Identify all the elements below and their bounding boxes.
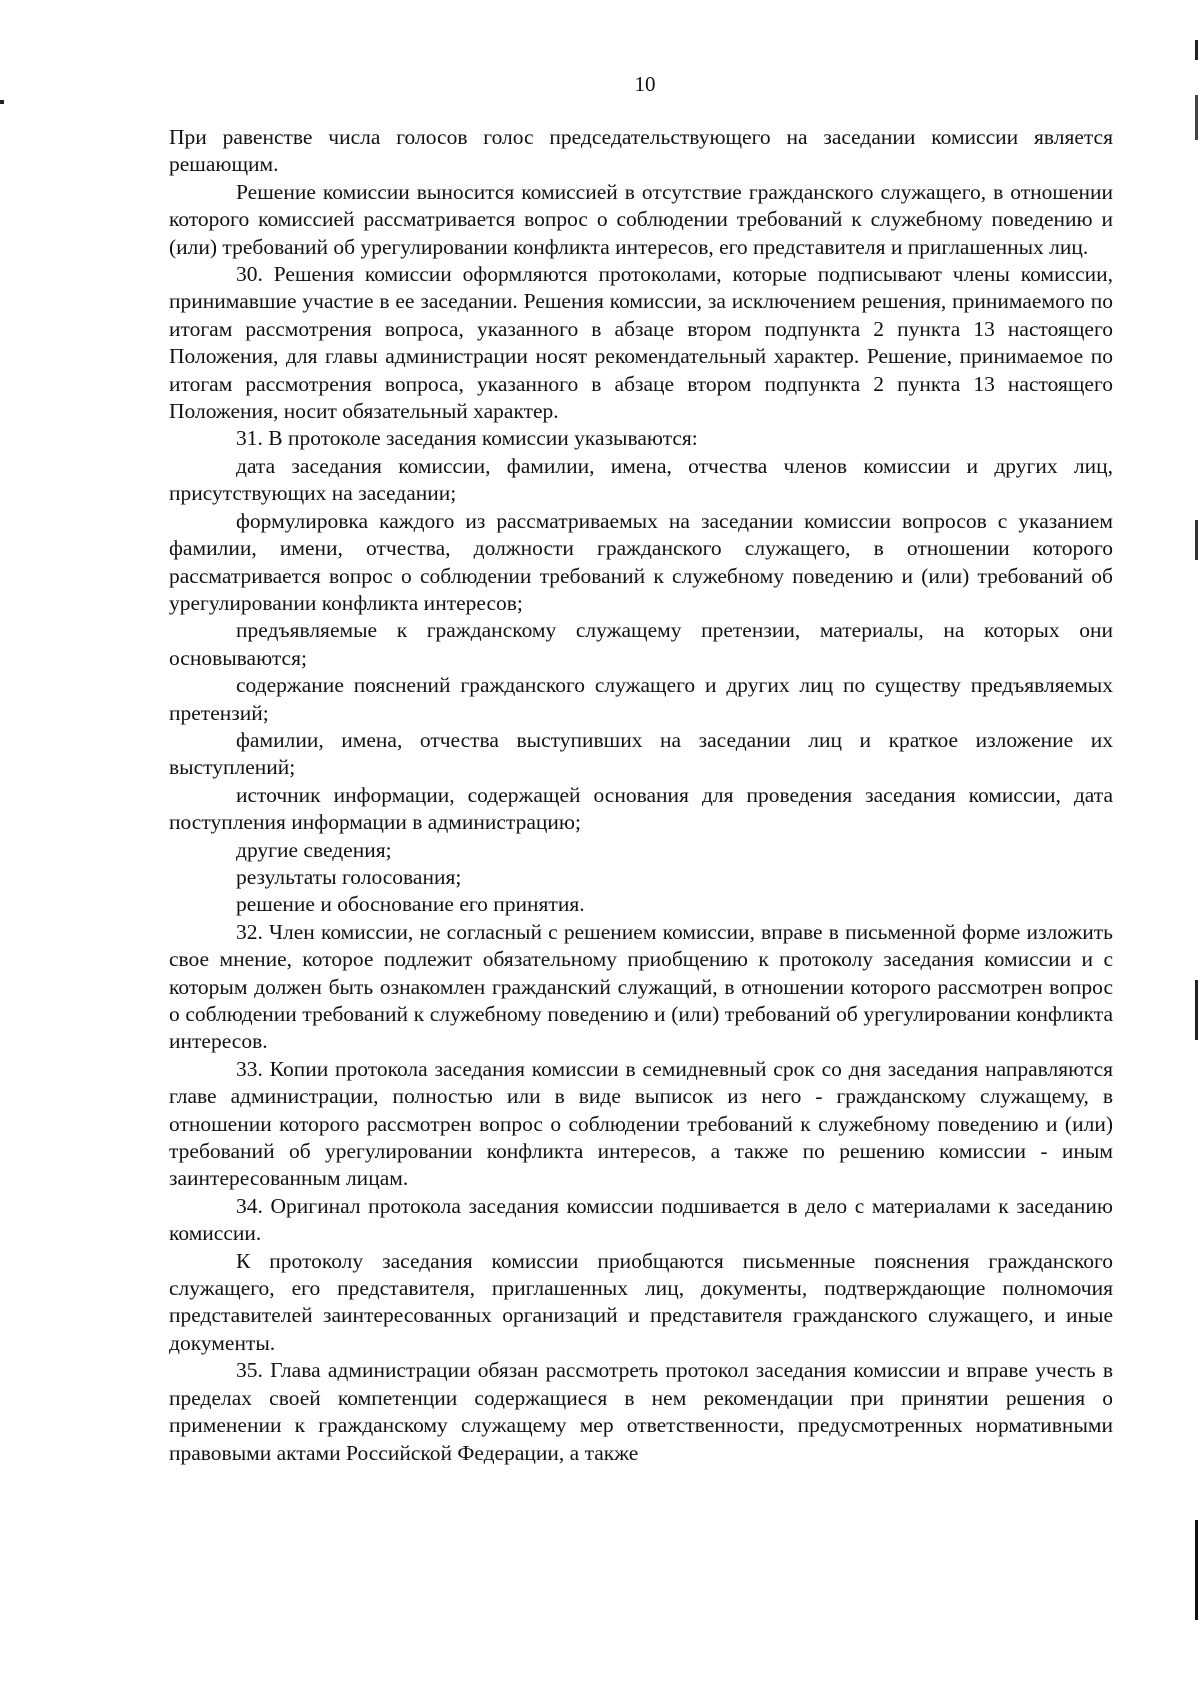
list-item-date: дата заседания комиссии, фамилии, имена, отчества членов комиссии и других лиц, присутствующих на заседании; [169, 453, 1113, 506]
document-body [169, 124, 1113, 1467]
list-item-source: источник информации, содержащей основания для проведения заседания комиссии, дата поступления информации в администрацию; [169, 782, 1113, 835]
list-item-voting: результаты голосования; [236, 864, 462, 889]
page-number: 10 [634, 72, 656, 96]
list-item-decision: решение и обоснование его принятия. [236, 892, 585, 917]
paragraph-item-30: 30. Решения комиссии оформляются протоколами, которые подписывают члены комиссии, принимавшие участие в ее заседании. Решения комиссии, за исключением решения, принимаемого по итогам рассмотрения вопроса, указанного в абзаце втором подпункта 2 пункта 13 настоящего Положения, для главы администрации носят рекомендательный характер. Решение, принимаемое по итогам рассмотрения вопроса, указанного в абзаце втором подпункта 2 пункта 13 настоящего Положения, носит обязательный характер. [169, 262, 1113, 424]
paragraph-vote-tie: При равенстве числа голосов голос председательствующего на заседании комиссии является решающим. [169, 125, 1113, 177]
paragraph-attachments: К протоколу заседания комиссии приобщаются письменные пояснения гражданского служащего, его представителя, приглашенных лиц, документы, подтверждающие полномочия представителей заинтересованных организаций и представителя гражданского служащего, и иные документы. [169, 1248, 1113, 1355]
list-item-other: другие сведения; [236, 837, 392, 862]
list-item-wording: формулировка каждого из рассматриваемых на заседании комиссии вопросов с указанием фамилии, имени, отчества, должности гражданского служащего, в отношении которого рассматривается вопрос о соблюдении требований к служебному поведению и (или) требований об урегулировании конфликта интересов; [169, 508, 1113, 615]
paragraph-item-33: 33. Копии протокола заседания комиссии в семидневный срок со дня заседания направляются главе администрации, полностью или в виде выписок из него - гражданскому служащему, в отношении которого рассмотрен вопрос о соблюдении требований к служебному поведению и (или) требований об урегулировании конфликта интересов, а также по решению комиссии - иным заинтересованным лицам. [169, 1056, 1113, 1191]
paragraph-item-32: 32. Член комиссии, не согласный с решением комиссии, вправе в письменной форме изложить свое мнение, которое подлежит обязательному приобщению к протоколу заседания комиссии и с которым должен быть ознакомлен гражданский служащий, в отношении которого рассмотрен вопрос о соблюдении требований к служебному поведению и (или) требований об урегулировании конфликта интересов. [169, 919, 1113, 1054]
paragraph-item-35: 35. Глава администрации обязан рассмотреть протокол заседания комиссии и вправе учесть в пределах своей компетенции содержащиеся в нем рекомендации при принятии решения о применении к гражданскому служащему мер ответственности, предусмотренных нормативными правовыми актами Российской Федерации, а также [169, 1358, 1113, 1465]
scan-mark-artifact [0, 100, 4, 104]
list-item-speakers: фамилии, имена, отчества выступивших на заседании лиц и краткое изложение их выступлений; [169, 727, 1113, 780]
paragraph-item-34: 34. Оригинал протокола заседания комиссии подшивается в дело с материалами к заседанию комиссии. [169, 1193, 1113, 1246]
scan-edge-artifact [1195, 0, 1198, 1697]
paragraph-item-31: 31. В протоколе заседания комиссии указываются: [236, 426, 698, 451]
paragraph-decision-absence: Решение комиссии выносится комиссией в отсутствие гражданского служащего, в отношении которого комиссией рассматривается вопрос о соблюдении требований к служебному поведению и (или) требований об урегулировании конфликта интересов, его представителя и приглашенных лиц. [169, 179, 1113, 259]
list-item-claims: предъявляемые к гражданскому служащему претензии, материалы, на которых они основываются; [169, 618, 1113, 670]
list-item-explanations: содержание пояснений гражданского служащего и других лиц по существу предъявляемых претензий; [169, 673, 1113, 725]
